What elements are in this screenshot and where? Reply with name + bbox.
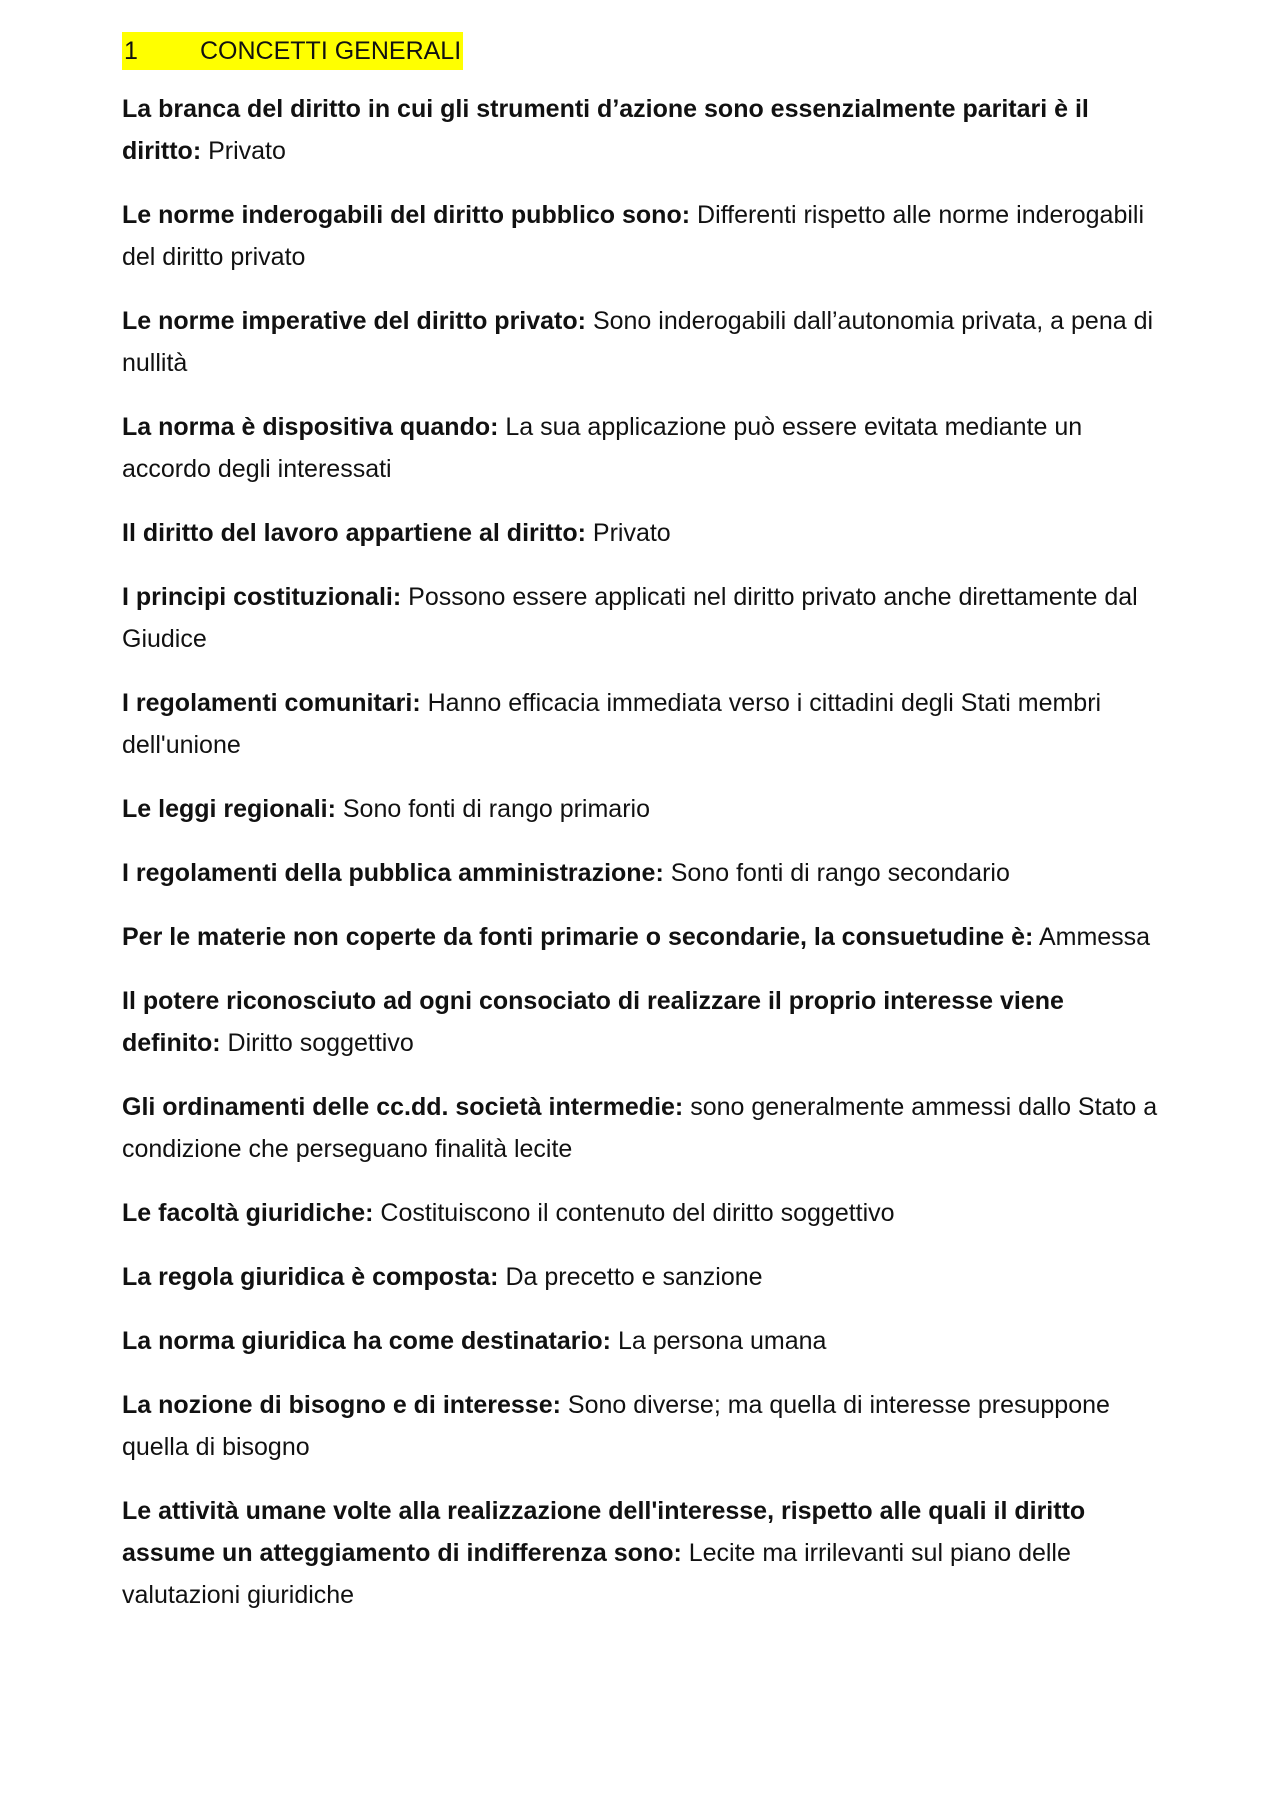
qa-item [122, 980, 1162, 1064]
qa-item [122, 788, 1162, 830]
qa-item [122, 1086, 1162, 1170]
qa-answer: Differenti rispetto alle norme inderogabili del diritto privato [122, 201, 1145, 271]
qa-answer: La sua applicazione può essere evitata mediante un accordo degli interessati [122, 413, 1083, 483]
qa-answer: Hanno efficacia immediata verso i cittadini degli Stati membri dell'unione [122, 689, 1102, 759]
qa-question: La nozione di bisogno e di interesse: [122, 1391, 561, 1419]
qa-question: Le facoltà giuridiche: [122, 1199, 374, 1227]
qa-item [122, 576, 1162, 660]
qa-answer: Possono essere applicati nel diritto privato anche direttamente dal Giudice [122, 583, 1138, 653]
qa-answer: Costituiscono il contenuto del diritto soggettivo [380, 1199, 895, 1227]
qa-answer: Privato [592, 519, 671, 547]
qa-question: La branca del diritto in cui gli strumenti d’azione sono essenzialmente paritari è il diritto: [122, 95, 1089, 165]
qa-question: Il potere riconosciuto ad ogni consociato di realizzare il proprio interesse viene definito: [122, 987, 1064, 1057]
qa-question: Il diritto del lavoro appartiene al diritto: [122, 519, 586, 547]
section-number: 1 [124, 37, 138, 65]
qa-answer: Da precetto e sanzione [505, 1263, 763, 1291]
qa-answer: Ammessa [1038, 923, 1151, 951]
qa-item [122, 194, 1162, 278]
qa-item [122, 88, 1162, 172]
qa-question: La norma è dispositiva quando: [122, 413, 499, 441]
qa-question: I principi costituzionali: [122, 583, 402, 611]
qa-item [122, 682, 1162, 766]
qa-question: Le norme imperative del diritto privato: [122, 307, 586, 335]
qa-item [122, 1256, 1162, 1298]
section-title: CONCETTI GENERALI [200, 37, 462, 65]
qa-item [122, 916, 1162, 958]
qa-item [122, 1384, 1162, 1468]
qa-question: Gli ordinamenti delle cc.dd. società intermedie: [122, 1093, 684, 1121]
qa-answer: La persona umana [617, 1327, 827, 1355]
qa-question: Per le materie non coperte da fonti primarie o secondarie, la consuetudine è: [122, 923, 1034, 951]
document-page [122, 32, 1162, 1638]
qa-question: La regola giuridica è composta: [122, 1263, 499, 1291]
qa-answer: Sono fonti di rango secondario [670, 859, 1010, 887]
qa-answer: Diritto soggettivo [227, 1029, 414, 1057]
qa-question: I regolamenti della pubblica amministrazione: [122, 859, 664, 887]
qa-item [122, 852, 1162, 894]
qa-question: Le norme inderogabili del diritto pubblico sono: [122, 201, 691, 229]
qa-answer: Lecite ma irrilevanti sul piano delle valutazioni giuridiche [122, 1539, 1071, 1609]
qa-question: Le leggi regionali: [122, 795, 336, 823]
qa-item [122, 1320, 1162, 1362]
section-heading [122, 32, 463, 70]
qa-answer: Sono diverse; ma quella di interesse presuppone quella di bisogno [122, 1391, 1110, 1461]
qa-item [122, 300, 1162, 384]
qa-question: I regolamenti comunitari: [122, 689, 421, 717]
qa-item [122, 1192, 1162, 1234]
qa-answer: Sono inderogabili dall’autonomia privata, a pena di nullità [122, 307, 1154, 377]
qa-item [122, 1490, 1162, 1616]
qa-question: Le attività umane volte alla realizzazione dell'interesse, rispetto alle quali il diritto assume un atteggiamento di indifferenza sono: [122, 1497, 1086, 1567]
qa-answer: sono generalmente ammessi dallo Stato a condizione che perseguano finalità lecite [122, 1093, 1158, 1163]
qa-item [122, 512, 1162, 554]
qa-item [122, 406, 1162, 490]
qa-answer: Sono fonti di rango primario [342, 795, 650, 823]
qa-question: La norma giuridica ha come destinatario: [122, 1327, 612, 1355]
qa-answer: Privato [208, 137, 286, 165]
